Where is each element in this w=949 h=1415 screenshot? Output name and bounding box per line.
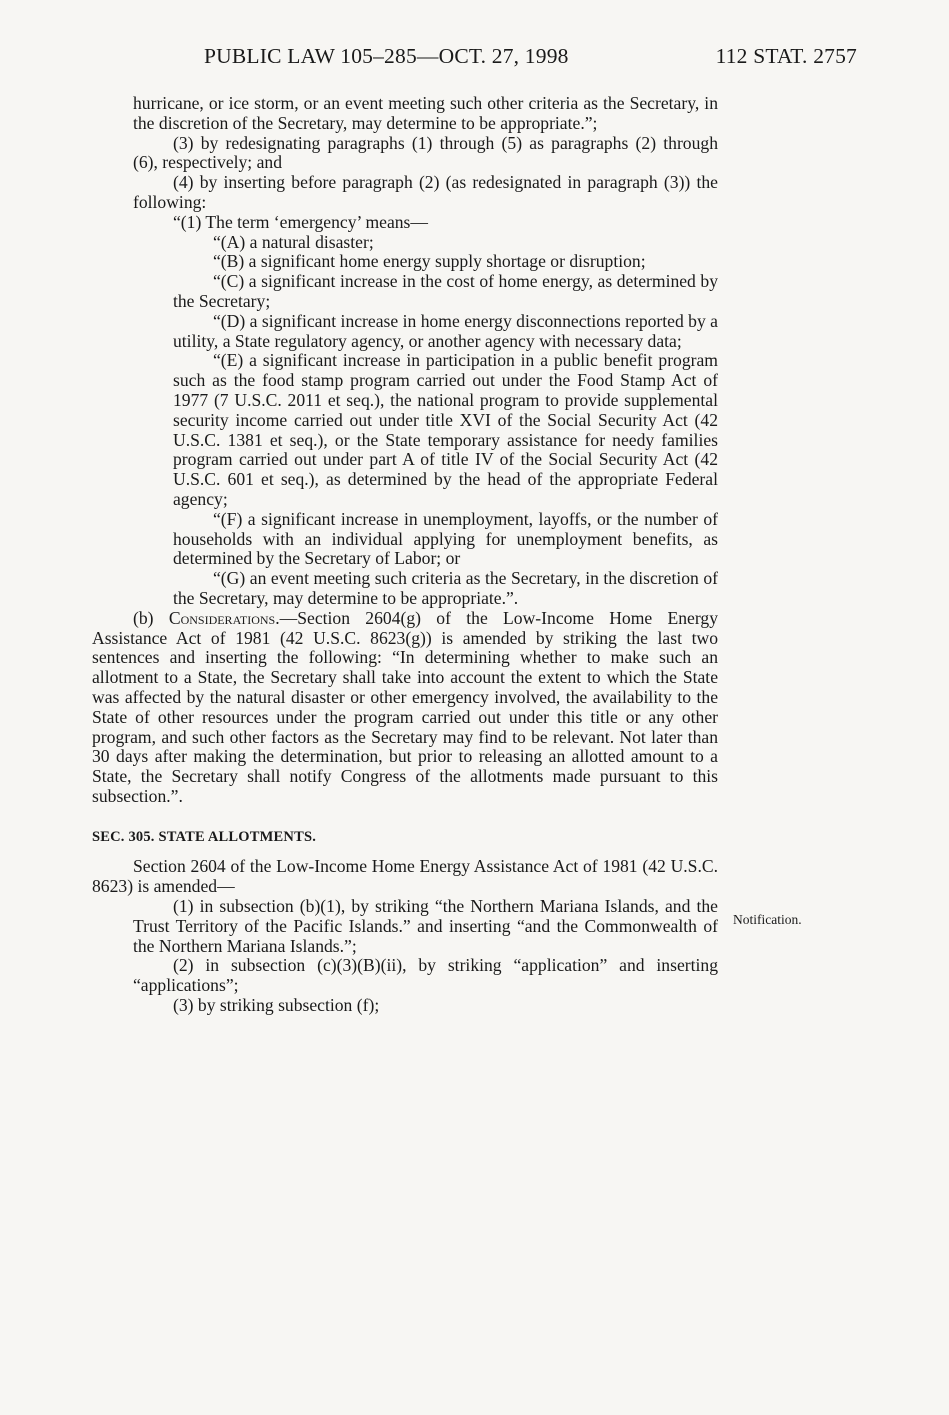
definition-item: “(E) a significant increase in participation in a public benefit program such as the food stamp program carried out under the Food Stamp Act of 1977 (7 U.S.C. 2011 et seq.), the national program to provide supplemental security income carried out under title XVI of the Social Security Act (42 U.S.C. 1381 et seq.), or the State temporary assistance for needy families program carried out under part A of title IV of the Social Security Act (42 U.S.C. 601 et seq.), as determined by the head of the appropriate Federal agency;: [173, 350, 718, 509]
margin-note: Notification.: [733, 912, 802, 927]
list-item: (2) in subsection (c)(3)(B)(ii), by striking “application” and inserting “applications”;: [133, 955, 718, 996]
subsection-b: [92, 609, 718, 807]
definition-item: “(B) a significant home energy supply shortage or disruption;: [213, 251, 646, 272]
continued-paragraph: hurricane, or ice storm, or an event meeting such other criteria as the Secretary, in the discretion of the Secretary, may determine to be appropriate.”;: [133, 93, 718, 133]
subsection-b-heading: Considerations.: [168, 607, 280, 628]
section-intro: Section 2604 of the Low-Income Home Energy Assistance Act of 1981 (42 U.S.C. 8623) is amended—: [92, 856, 718, 897]
list-item: (4) by inserting before paragraph (2) (as redesignated in paragraph (3)) the following:: [133, 172, 718, 212]
definition-item: “(G) an event meeting such criteria as the Secretary, in the discretion of the Secretary, may determine to be appropriate.”.: [173, 568, 718, 608]
definition-item: “(D) a significant increase in home energy disconnections reported by a utility, a State regulatory agency, or another agency with necessary data;: [173, 310, 718, 351]
header-law-citation: PUBLIC LAW 105–285—OCT. 27, 1998: [204, 44, 569, 68]
header-page-stat: 112 STAT. 2757: [715, 44, 857, 68]
document-body: [92, 94, 718, 1016]
subsection-b-prefix: (b): [133, 607, 169, 628]
subsection-b-text: —Section 2604(g) of the Low-Income Home Energy Assistance Act of 1981 (42 U.S.C. 8623(g)) is amended by striking the last two sentences and inserting the following: “In determining whether to make such an allotment to a State, the Secretary shall take into account the extent to which the State was affected by the natural disaster or other emergency involved, the availability to the State of other resources under the program carried out under this title or any other program, and such other factors as the Secretary may find to be relevant. Not later than 30 days after making the determination, but prior to releasing an allotted amount to a State, the Secretary shall notify Congress of the allotments made pursuant to this subsection.”.: [92, 607, 718, 806]
list-item: (3) by striking subsection (f);: [173, 995, 380, 1016]
definition-item: “(A) a natural disaster;: [213, 231, 374, 252]
list-item: (1) in subsection (b)(1), by striking “the Northern Mariana Islands, and the Trust Territory of the Pacific Islands.” and inserting “and the Commonwealth of the Northern Mariana Islands.”;: [133, 896, 718, 956]
list-item: (3) by redesignating paragraphs (1) through (5) as paragraphs (2) through (6), respectively; and: [133, 132, 718, 173]
definition-intro: “(1) The term ‘emergency’ means—: [173, 211, 428, 232]
running-header: [196, 44, 857, 76]
definition-item: “(F) a significant increase in unemployment, layoffs, or the number of households with an individual applying for unemployment benefits, as determined by the Secretary of Labor; or: [173, 508, 718, 569]
section-heading: SEC. 305. STATE ALLOTMENTS.: [92, 828, 317, 845]
definition-item: “(C) a significant increase in the cost of home energy, as determined by the Secretary;: [173, 271, 718, 311]
